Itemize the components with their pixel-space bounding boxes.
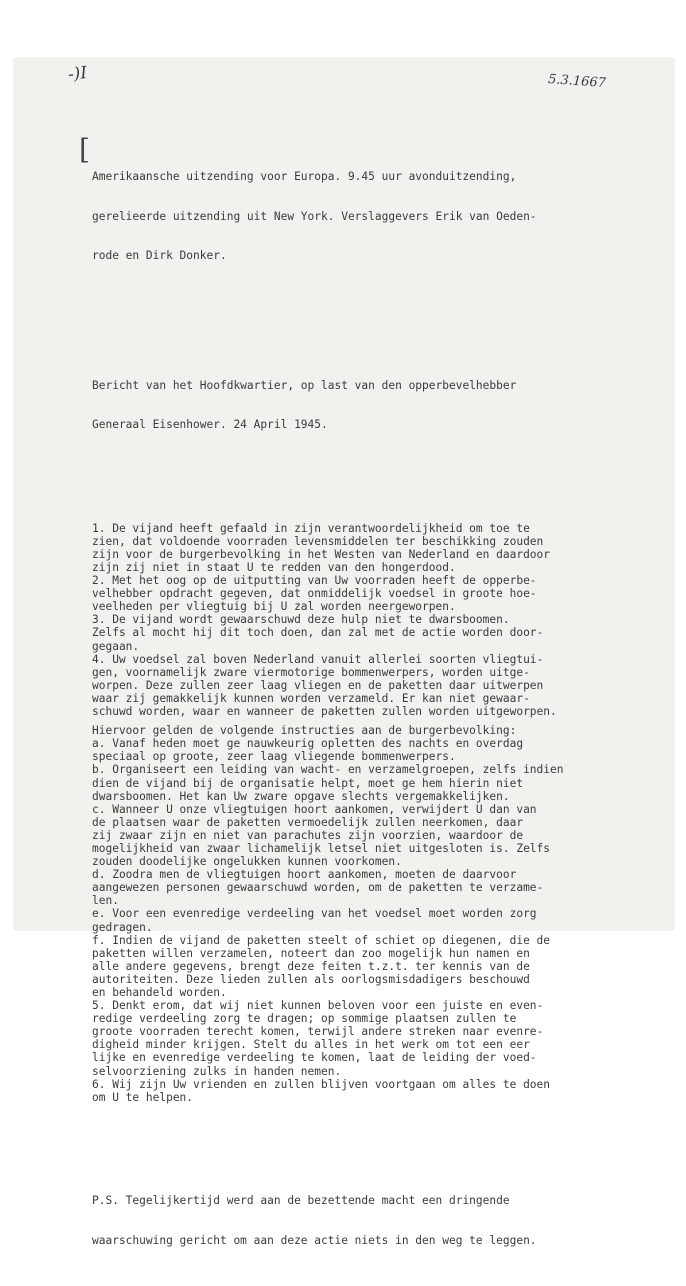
body-line: zijn voor de burgerbevolking in het Westen van Nederland en daardoor (92, 547, 551, 561)
postscript-line: waarschuwing gericht om aan deze actie niets in den weg te leggen. (92, 1233, 537, 1247)
body-line: gedragen. (92, 920, 153, 934)
intro-line: Amerikaansche uitzending voor Europa. 9.45 uur avonduitzending, (92, 170, 517, 184)
body-line: len. (92, 894, 119, 908)
body-line: redige verdeeling zorg te dragen; op sommige plaatsen zullen te (92, 1012, 517, 1026)
body-block (92, 522, 652, 1104)
body-line: b. Organiseert een leiding van wacht- en verzamelgroepen, zelfs indien (92, 763, 564, 777)
body-line: Zelfs al mocht hij dit toch doen, dan zal met de actie worden door- (92, 626, 544, 640)
body-line: dien de vijand bij de organisatie helpt, moet ge hem hierin niet (92, 776, 524, 790)
body-line: speciaal op groote, zeer laag vliegende bommenwerpers. (92, 750, 456, 764)
intro-line: gerelieerde uitzending uit New York. Verslaggevers Erik van Oeden- (92, 209, 537, 223)
body-line: en behandeld worden. (92, 986, 227, 999)
body-line: zijn zij niet in staat U te redden van den hongerdood. (92, 561, 456, 574)
body-line: paketten willen verzamelen, noteert dan zoo mogelijk hun namen en (92, 946, 530, 960)
heading-line: Generaal Eisenhower. 24 April 1945. (92, 418, 328, 432)
spacer (92, 484, 652, 496)
body-line: de plaatsen waar de paketten vermoedelijk zullen neerkomen, daar (92, 815, 524, 829)
body-line: aangewezen personen gewaarschuwd worden, om de paketten te verzame- (92, 881, 544, 895)
body-line: 2. Met het oog op de uitputting van Uw voorraden heeft de opperbe- (92, 574, 537, 588)
body-line: 5. Denkt erom, dat wij niet kunnen beloven voor een juiste en even- (92, 999, 544, 1013)
body-line: groote voorraden terecht komen, terwijl andere streken naar evenre- (92, 1025, 544, 1039)
spacer (92, 314, 652, 326)
body-line: c. Wanneer U onze vliegtuigen hoort aankomen, verwijdert U dan van (92, 802, 537, 816)
body-line: velhebber opdracht gegeven, dat onmiddelijk voedsel in groote hoe- (92, 587, 537, 601)
body-line: zien, dat voldoende voorraden levensmiddelen ter beschikking zouden (92, 534, 544, 548)
body-line: alle andere gegevens, brengt deze feiten t.z.t. ter kennis van de (92, 959, 530, 973)
body-line: waar zij gemakkelijk kunnen worden verzameld. Er kan niet gewaar- (92, 691, 530, 705)
body-line: om U te helpen. (92, 1090, 194, 1104)
postscript-block (92, 1168, 652, 1273)
body-line: worpen. Deze zullen zeer laag vliegen en de paketten daar uitwerpen (92, 678, 544, 692)
body-line: selvoorziening zulks in handen nemen. (92, 1064, 342, 1078)
heading-line: Bericht van het Hoofdkwartier, op last van den opperbevelhebber (92, 378, 517, 392)
body-line: digheid minder krijgen. Stelt du alles in het werk om tot een eer (92, 1038, 530, 1052)
body-line: lijke en evenredige verdeeling te komen, laat de leiding der voed- (92, 1051, 537, 1065)
spacer (92, 1130, 652, 1142)
body-line: a. Vanaf heden moet ge nauwkeurig opletten des nachts en overdag (92, 737, 524, 751)
body-line: gen, voornamelijk zware viermotorige bommenwerpers, worden uitge- (92, 665, 530, 679)
heading-block (92, 353, 652, 458)
intro-line: rode en Dirk Donker. (92, 248, 227, 262)
body-line: autoriteiten. Deze lieden zullen als oorlogsmisdadigers beschouwd (92, 972, 530, 986)
body-line: veelheden per vliegtuig bij U zal worden neergeworpen. (92, 600, 456, 614)
typed-text (92, 118, 652, 1286)
body-line: zouden doodelijke ongelukken kunnen voorkomen. (92, 855, 402, 869)
handwritten-mark-left: -)I (67, 63, 89, 85)
body-line: 6. Wij zijn Uw vrienden en zullen blijven voortgaan om alles te doen (92, 1077, 551, 1091)
body-line: d. Zoodra men de vliegtuigen hoort aankomen, moeten de daarvoor (92, 868, 517, 882)
body-line: 3. De vijand wordt gewaarschuwd deze hulp niet te dwarsboomen. (92, 613, 510, 627)
handwritten-date-mark: 5.3.1667 (547, 71, 607, 92)
body-line: 1. De vijand heeft gefaald in zijn verantwoordelijkheid om toe te (92, 521, 530, 535)
intro-block (92, 144, 652, 288)
body-line: gegaan. (92, 639, 140, 653)
body-line: zij zwaar zijn en niet van parachutes zijn voorzien, waardoor de (92, 828, 524, 842)
body-line: dwarsboomen. Het kan Uw zware opgave slechts vergemakkelijken. (92, 789, 510, 803)
body-line: schuwd worden, waar en wanneer de paketten zullen worden uitgeworpen. (92, 705, 557, 719)
postscript-line: P.S. Tegelijkertijd werd aan de bezettende macht een dringende (92, 1194, 510, 1208)
body-line: f. Indien de vijand de paketten steelt of schiet op diegenen, die de (92, 933, 551, 947)
body-line: mogelijkheid van zwaar lichamelijk letsel niet uitgesloten is. Zelfs (92, 841, 551, 855)
handwritten-bracket: [ (79, 133, 90, 166)
body-line: Hiervoor gelden de volgende instructies aan de burgerbevolking: (92, 724, 517, 738)
body-line: e. Voor een evenredige verdeeling van het voedsel moet worden zorg (92, 907, 537, 921)
body-line: 4. Uw voedsel zal boven Nederland vanuit allerlei soorten vliegtui- (92, 652, 544, 666)
